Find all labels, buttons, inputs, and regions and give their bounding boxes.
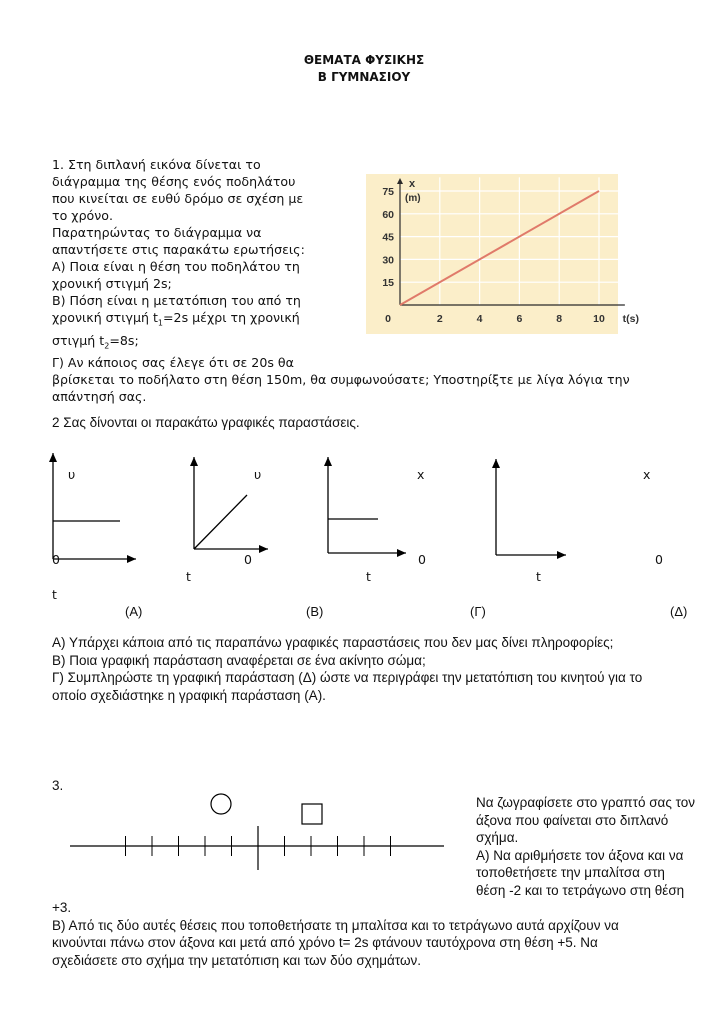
graph-a-y-label: υ: [68, 467, 76, 482]
q3-side-line: Α) Να αριθμήσετε τον άξονα και να: [476, 847, 684, 863]
origin-label: 0: [385, 313, 391, 325]
q1-line: στιγμή $t_2=8s$;: [52, 332, 139, 351]
q3-side-line: Να ζωγραφίσετε στο γραπτό σας τον: [476, 795, 695, 810]
graph-d: [496, 459, 566, 555]
question-3-number: 3.: [52, 778, 64, 793]
q1-line: το χρόνο.: [52, 208, 114, 223]
graph-a-t-label: t: [52, 587, 57, 602]
question-2-list: [52, 634, 642, 704]
graph-c-y-label: x: [417, 467, 425, 482]
y-tick-label: 60: [382, 208, 394, 221]
graph-d-origin: 0: [655, 552, 663, 567]
question-3-side-text: [476, 794, 695, 899]
y-axis-title: x: [409, 178, 416, 190]
q3-side-line: άξονα που φαίνεται στο διπλανό: [476, 812, 669, 828]
question-3-continuation: [52, 899, 619, 969]
graph-d-caption: (Δ): [670, 604, 688, 619]
q1-line: που κινείται σε ευθύ δρόμο σε σχέση με: [52, 191, 304, 206]
q2-graphs: [0, 445, 728, 585]
q1-line: 1. Στη διπλανή εικόνα δίνεται το: [52, 157, 261, 172]
graph-a: [53, 453, 136, 559]
q1-line: Α) Ποια είναι η θέση του ποδηλάτου τη: [52, 259, 300, 274]
page-subtitle: Β ΓΥΜΝΑΣΙΟΥ: [317, 70, 411, 84]
graph-c-t-label: t: [366, 569, 371, 584]
x-tick-label: 2: [436, 313, 443, 325]
graph-d-y-label: x: [643, 467, 651, 482]
x-axis-title: t(s): [622, 313, 640, 325]
q2-question-b: Β) Ποια γραφική παράσταση αναφέρεται σε ένα ακίνητο σώμα;: [52, 652, 426, 668]
graph-c-caption: (Γ): [470, 604, 486, 619]
x-tick-label: 8: [556, 313, 563, 325]
ball-circle: [211, 794, 231, 814]
q1-line: απάντησή σας.: [52, 389, 147, 405]
y-axis-unit: (m): [405, 193, 421, 204]
graph-c-origin: 0: [418, 552, 426, 567]
q1-line: βρίσκεται το ποδήλατο στη θέση 150m, θα συμφωνούσατε; Υποστηρίξτε με λίγα λόγια την: [52, 372, 630, 388]
x-tick-label: 10: [593, 313, 605, 325]
graph-b-caption: (Β): [306, 604, 324, 619]
q1-line: χρονική στιγμή $t_1=2s$ μέχρι τη χρονική: [52, 310, 300, 328]
q3-side-line: θέση -2 και το τετράγωνο στη θέση: [476, 882, 685, 898]
q3-side-line: τοποθετήσετε την μπαλίτσα στη: [476, 865, 665, 880]
page-title: ΘΕΜΑΤΑ ΦΥΣΙΚΗΣ: [303, 53, 425, 67]
y-tick-label: 75: [382, 186, 394, 198]
graph-a-origin: 0: [52, 552, 60, 567]
q2-question-a: Α) Υπάρχει κάποια από τις παραπάνω γραφικές παραστάσεις που δεν μας δίνει πληροφορίες;: [52, 635, 614, 650]
q1-line: Παρατηρώντας το διάγραμμα να: [52, 225, 262, 240]
x-tick-label: 6: [516, 313, 523, 325]
q3-after-line: κινούνται πάνω στον άξονα και μετά από χρόνο t= 2s φτάνουν ταυτόχρονα στη θέση +5. Να: [52, 935, 598, 950]
y-tick-label: 45: [382, 231, 394, 244]
q3-after-line: +3.: [52, 900, 72, 915]
q1-line: διάγραμμα της θέσης ενός ποδηλάτου: [52, 174, 296, 189]
graph-b-origin: 0: [244, 552, 252, 567]
x-tick-label: 4: [476, 313, 483, 325]
q1-line: απαντήσετε στις παρακάτω ερωτήσεις:: [52, 242, 305, 257]
graph-b-line: [194, 495, 247, 549]
graph-c: [328, 457, 406, 553]
q3-after-line: σχεδιάσετε στο σχήμα την μετατόπιση και των δύο σχημάτων.: [52, 952, 422, 968]
graph-b-y-label: υ: [254, 467, 262, 482]
q1-line: Γ) Αν κάποιος σας έλεγε ότι σε 20s θα: [52, 355, 294, 371]
question-2-intro: 2 Σας δίνονται οι παρακάτω γραφικές παραστάσεις.: [52, 415, 360, 430]
square-box: [302, 804, 322, 824]
q2-question-c: Γ) Συμπληρώστε τη γραφική παράσταση (Δ) ώστε να περιγράφει την μετατόπιση του κινητού για το: [52, 670, 643, 685]
q2-question-c-cont: οποίο σχεδιάστηκε η γραφική παράσταση (Α).: [52, 687, 326, 703]
q1-line: χρονική στιγμή 2s;: [52, 276, 172, 291]
graph-a-caption: (Α): [125, 604, 143, 619]
q3-after-line: Β) Από τις δύο αυτές θέσεις που τοποθετήσατε τη μπαλίτσα και το τετράγωνο αυτά αρχίζουν να: [52, 917, 619, 933]
y-tick-label: 15: [382, 277, 394, 290]
graph-d-t-label: t: [536, 569, 541, 584]
chart-background: [366, 174, 618, 334]
number-line-figure: [60, 790, 460, 880]
q1-line: Β) Πόση είναι η μετατόπιση του από τη: [52, 293, 301, 308]
graph-b-t-label: t: [186, 569, 191, 584]
q3-side-line: σχήμα.: [476, 830, 519, 845]
y-tick-label: 30: [382, 254, 394, 267]
position-time-chart: [366, 174, 640, 334]
